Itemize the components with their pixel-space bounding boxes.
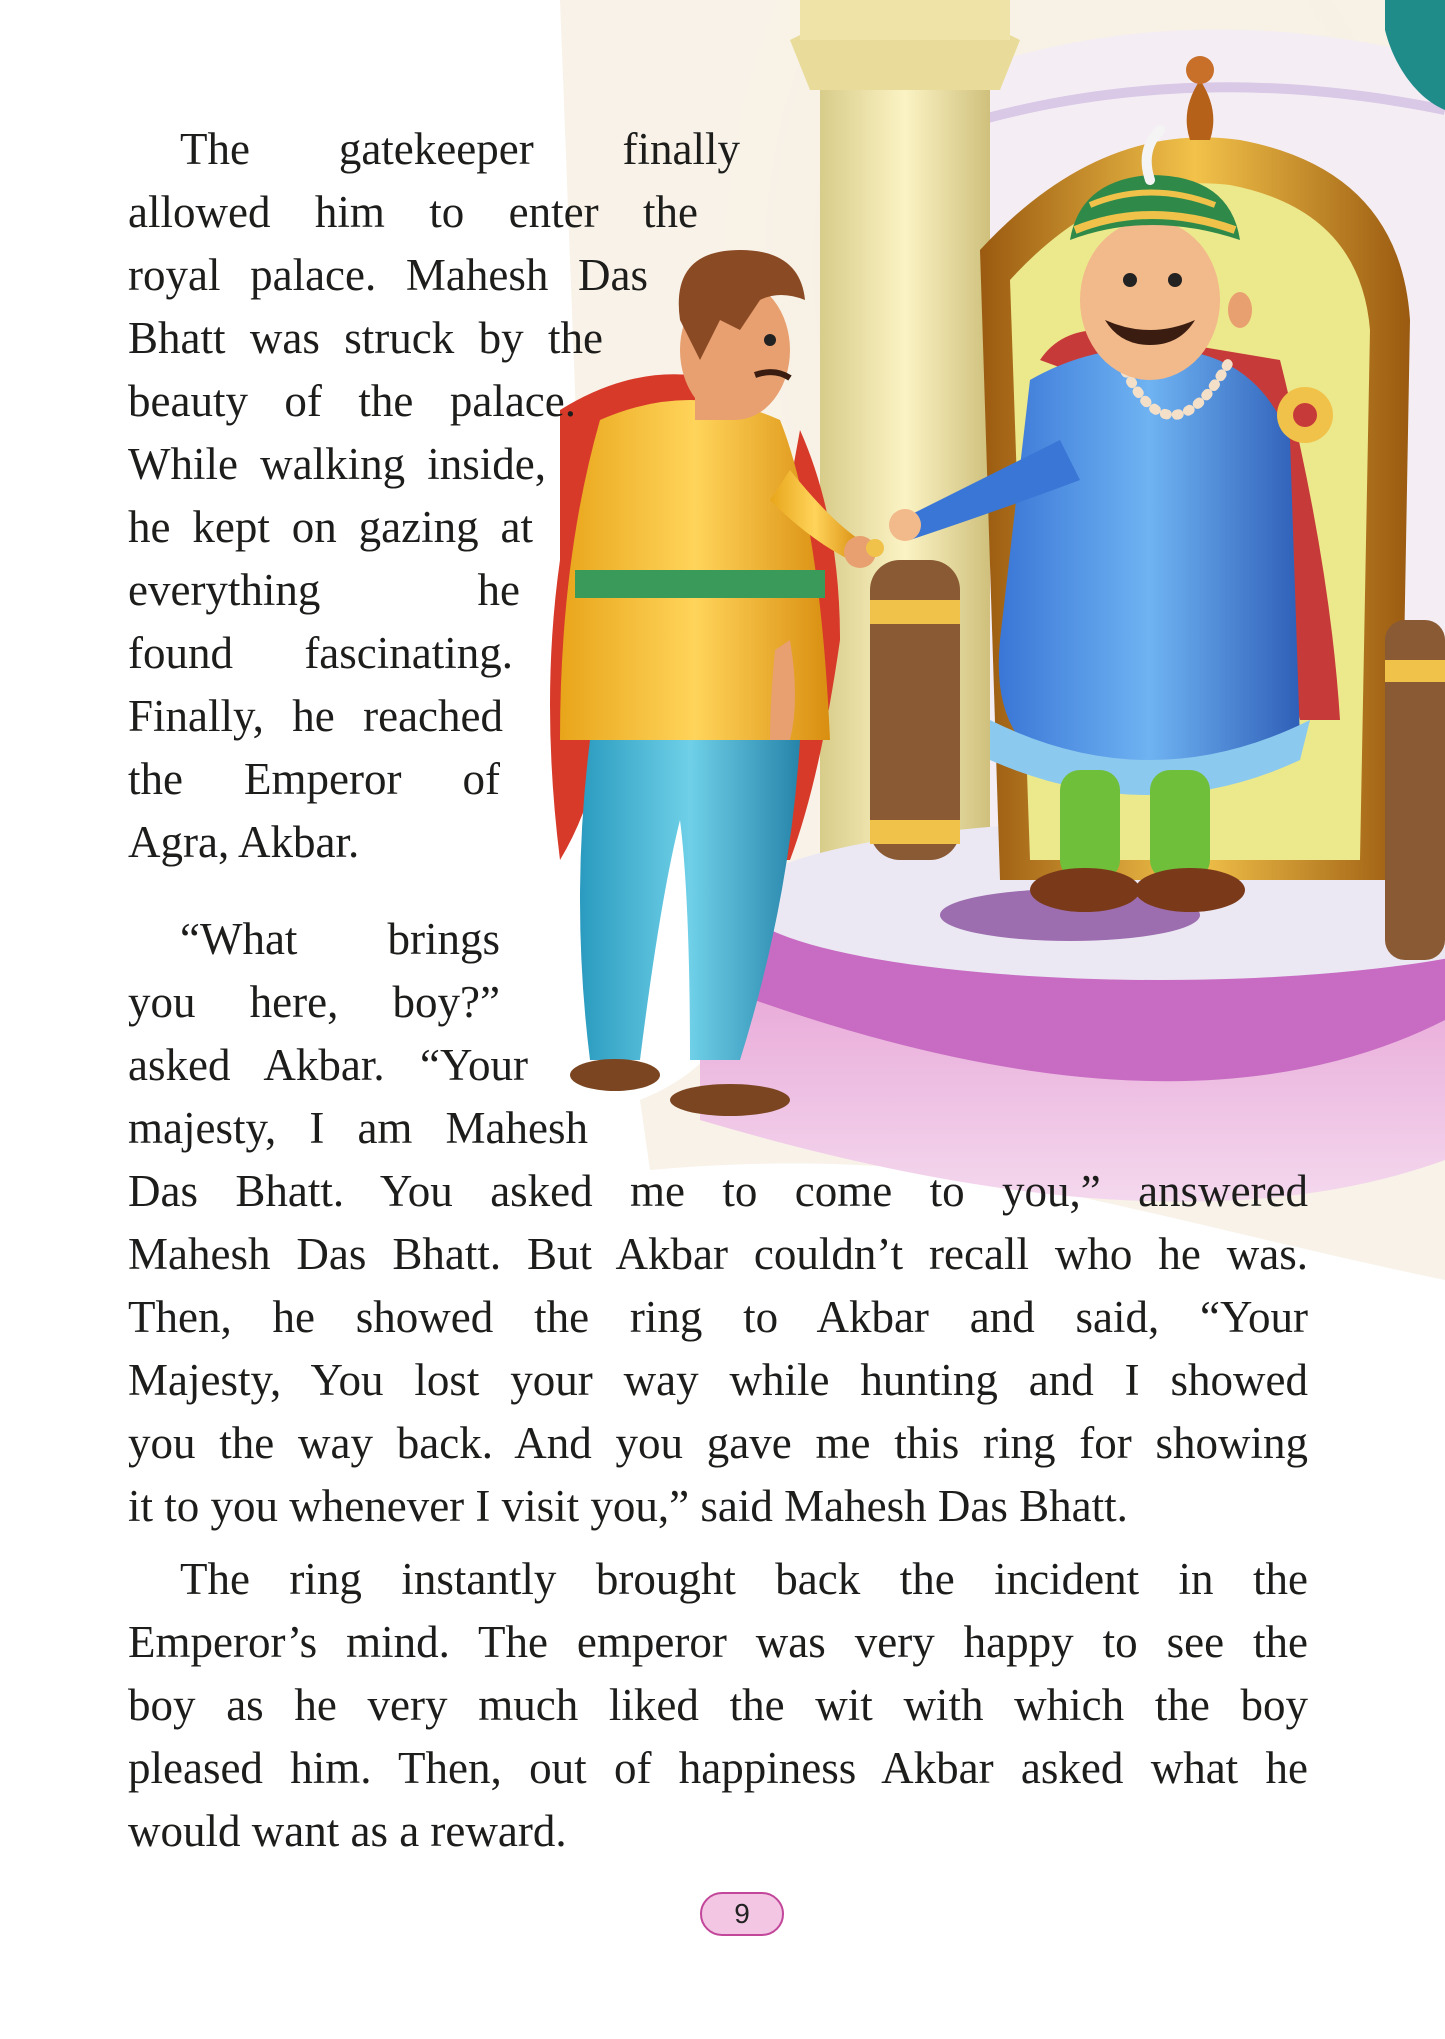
text-line: Bhatt was struck by the xyxy=(128,313,603,363)
text-line: boy as he very much liked the wit with which the boy xyxy=(128,1680,1308,1730)
text-line: Das Bhatt. You asked me to come to you,” answered xyxy=(128,1166,1308,1216)
text-line: the Emperor of xyxy=(128,754,500,804)
text-line: Then, he showed the ring to Akbar and said, “Your xyxy=(128,1292,1308,1342)
text-line: Finally, he reached xyxy=(128,691,503,741)
text-line: Mahesh Das Bhatt. But Akbar couldn’t recall who he was. xyxy=(128,1229,1308,1279)
text-line: The ring instantly brought back the incident in the xyxy=(180,1554,1308,1604)
text-line: Emperor’s mind. The emperor was very happy to see the xyxy=(128,1617,1308,1667)
paragraph-1 xyxy=(128,118,740,874)
text-line: found fascinating. xyxy=(128,628,513,678)
text-line: royal palace. Mahesh Das xyxy=(128,250,648,300)
text-line: everything he xyxy=(128,565,520,615)
text-line: pleased him. Then, out of happiness Akbar asked what he xyxy=(128,1743,1308,1793)
text-line: he kept on gazing at xyxy=(128,502,533,552)
paragraph-2 xyxy=(128,908,1308,1538)
text-line: “What brings xyxy=(180,914,500,964)
page-number-badge xyxy=(700,1892,784,1936)
text-line: asked Akbar. “Your xyxy=(128,1040,528,1090)
text-line: majesty, I am Mahesh xyxy=(128,1103,588,1153)
text-line: allowed him to enter the xyxy=(128,187,698,237)
text-line: While walking inside, xyxy=(128,439,546,489)
text-line: you the way back. And you gave me this ring for showing xyxy=(128,1418,1308,1468)
text-line: Majesty, You lost your way while hunting and I showed xyxy=(128,1355,1308,1405)
page-number: 9 xyxy=(734,1898,750,1929)
text-line: Agra, Akbar. xyxy=(128,817,360,867)
paragraph-3 xyxy=(128,1548,1308,1863)
text-line: you here, boy?” xyxy=(128,977,500,1027)
text-line: would want as a reward. xyxy=(128,1806,567,1856)
text-line: beauty of the palace. xyxy=(128,376,576,426)
text-line: it to you whenever I visit you,” said Mahesh Das Bhatt. xyxy=(128,1481,1128,1531)
text-line: The gatekeeper finally xyxy=(180,124,740,174)
